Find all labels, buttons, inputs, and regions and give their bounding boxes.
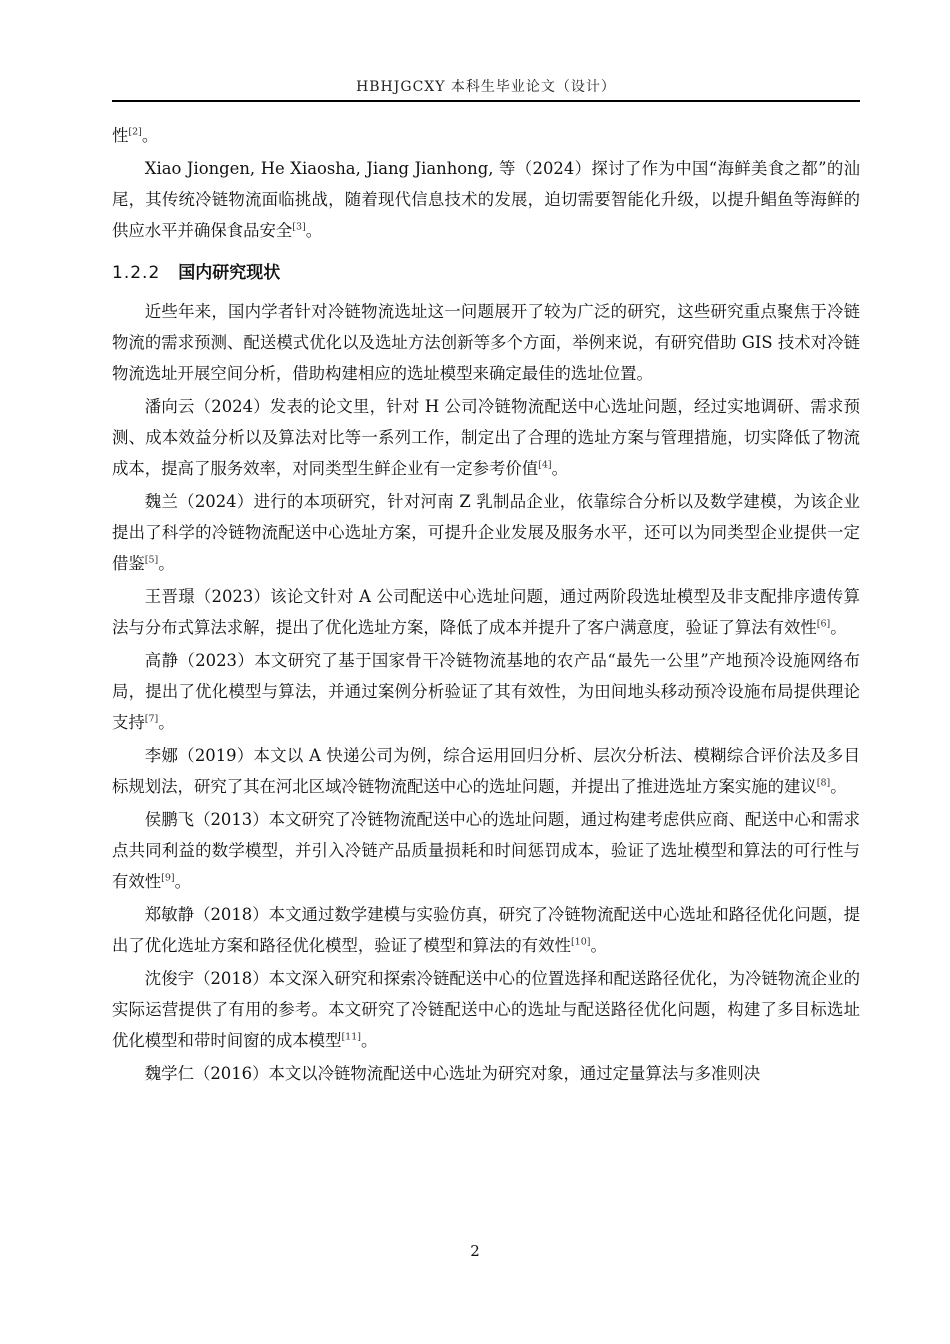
paragraph: Xiao Jiongen, He Xiaosha, Jiang Jianhong, 等（2024）探讨了作为中国“海鲜美食之都”的汕尾，其传统冷链物流面临挑战，随着现代信息技术的发展，迫切需要智能化升级，以提升鲳鱼等海鲜的供应水平并确保食品安全[3]。 [112, 159, 860, 240]
document-body [112, 120, 860, 1089]
citation: [3] [292, 221, 306, 233]
paragraph: 郑敏静（2018）本文通过数学建模与实验仿真，研究了冷链物流配送中心选址和路径优化问题，提出了优化选址方案和路径优化模型，验证了模型和算法的有效性[10]。 [112, 905, 860, 955]
paragraph: 近些年来，国内学者针对冷链物流选址这一问题展开了较为广泛的研究，这些研究重点聚焦于冷链物流的需求预测、配送模式优化以及选址方法创新等多个方面，举例来说，有研究借助 GIS 技术对冷链物流选址开展空间分析，借助构建相应的选址模型来确定最佳的选址位置。 [112, 302, 860, 383]
section-heading [112, 258, 860, 288]
header-rule [112, 100, 860, 102]
citation: [5] [144, 554, 159, 566]
section-number: 1.2.2 [112, 263, 161, 283]
paragraph: 潘向云（2024）发表的论文里，针对 H 公司冷链物流配送中心选址问题，经过实地调研、需求预测、成本效益分析以及算法对比等一系列工作，制定出了合理的选址方案与管理措施，切实降低了物流成本，提高了服务效率，对同类型生鲜企业有一定参考价值[4]。 [112, 397, 860, 478]
paragraph: 高静（2023）本文研究了基于国家骨干冷链物流基地的农产品“最先一公里”产地预冷设施网络布局，提出了优化模型与算法，并通过案例分析验证了其有效性，为田间地头移动预冷设施布局提供理论支持[7]。 [112, 651, 860, 732]
page-number: 2 [470, 1242, 480, 1260]
paragraph: 李娜（2019）本文以 A 快递公司为例，综合运用回归分析、层次分析法、模糊综合评价法及多目标规划法，研究了其在河北区域冷链物流配送中心的选址问题，并提出了推进选址方案实施的建议[8]。 [112, 746, 860, 796]
paragraph: 魏兰（2024）进行的本项研究，针对河南 Z 乳制品企业，依靠综合分析以及数学建模，为该企业提出了科学的冷链物流配送中心选址方案，可提升企业发展及服务水平，还可以为同类型企业提供一定借鉴[5]。 [112, 492, 860, 573]
citation: [7] [144, 713, 159, 725]
citation: [11] [341, 1031, 361, 1043]
citation: [6] [816, 618, 831, 630]
citation: [2] [128, 126, 142, 138]
paragraph-continued: 性[2]。 [112, 126, 159, 145]
paragraph: 魏学仁（2016）本文以冷链物流配送中心选址为研究对象，通过定量算法与多准则决 [144, 1064, 761, 1083]
paragraph: 侯鹏飞（2013）本文研究了冷链物流配送中心的选址问题，通过构建考虑供应商、配送中心和需求点共同利益的数学模型，并引入冷链产品质量损耗和时间惩罚成本，验证了选址模型和算法的可行性与有效性[9]。 [112, 810, 860, 891]
page-header: HBHJGCXY 本科生毕业论文（设计） [356, 79, 616, 95]
paragraph: 沈俊宇（2018）本文深入研究和探索冷链配送中心的位置选择和配送路径优化，为冷链物流企业的实际运营提供了有用的参考。本文研究了冷链配送中心的选址与配送路径优化问题，构建了多目标选址优化模型和带时间窗的成本模型[11]。 [112, 969, 860, 1050]
citation: [8] [816, 777, 831, 789]
citation: [10] [570, 936, 591, 948]
citation: [4] [538, 459, 552, 471]
citation: [9] [161, 872, 175, 884]
section-title: 国内研究现状 [178, 263, 281, 283]
paragraph: 王晋璟（2023）该论文针对 A 公司配送中心选址问题，通过两阶段选址模型及非支配排序遗传算法与分布式算法求解，提出了优化选址方案，降低了成本并提升了客户满意度，验证了算法有效性[6]。 [112, 587, 860, 637]
